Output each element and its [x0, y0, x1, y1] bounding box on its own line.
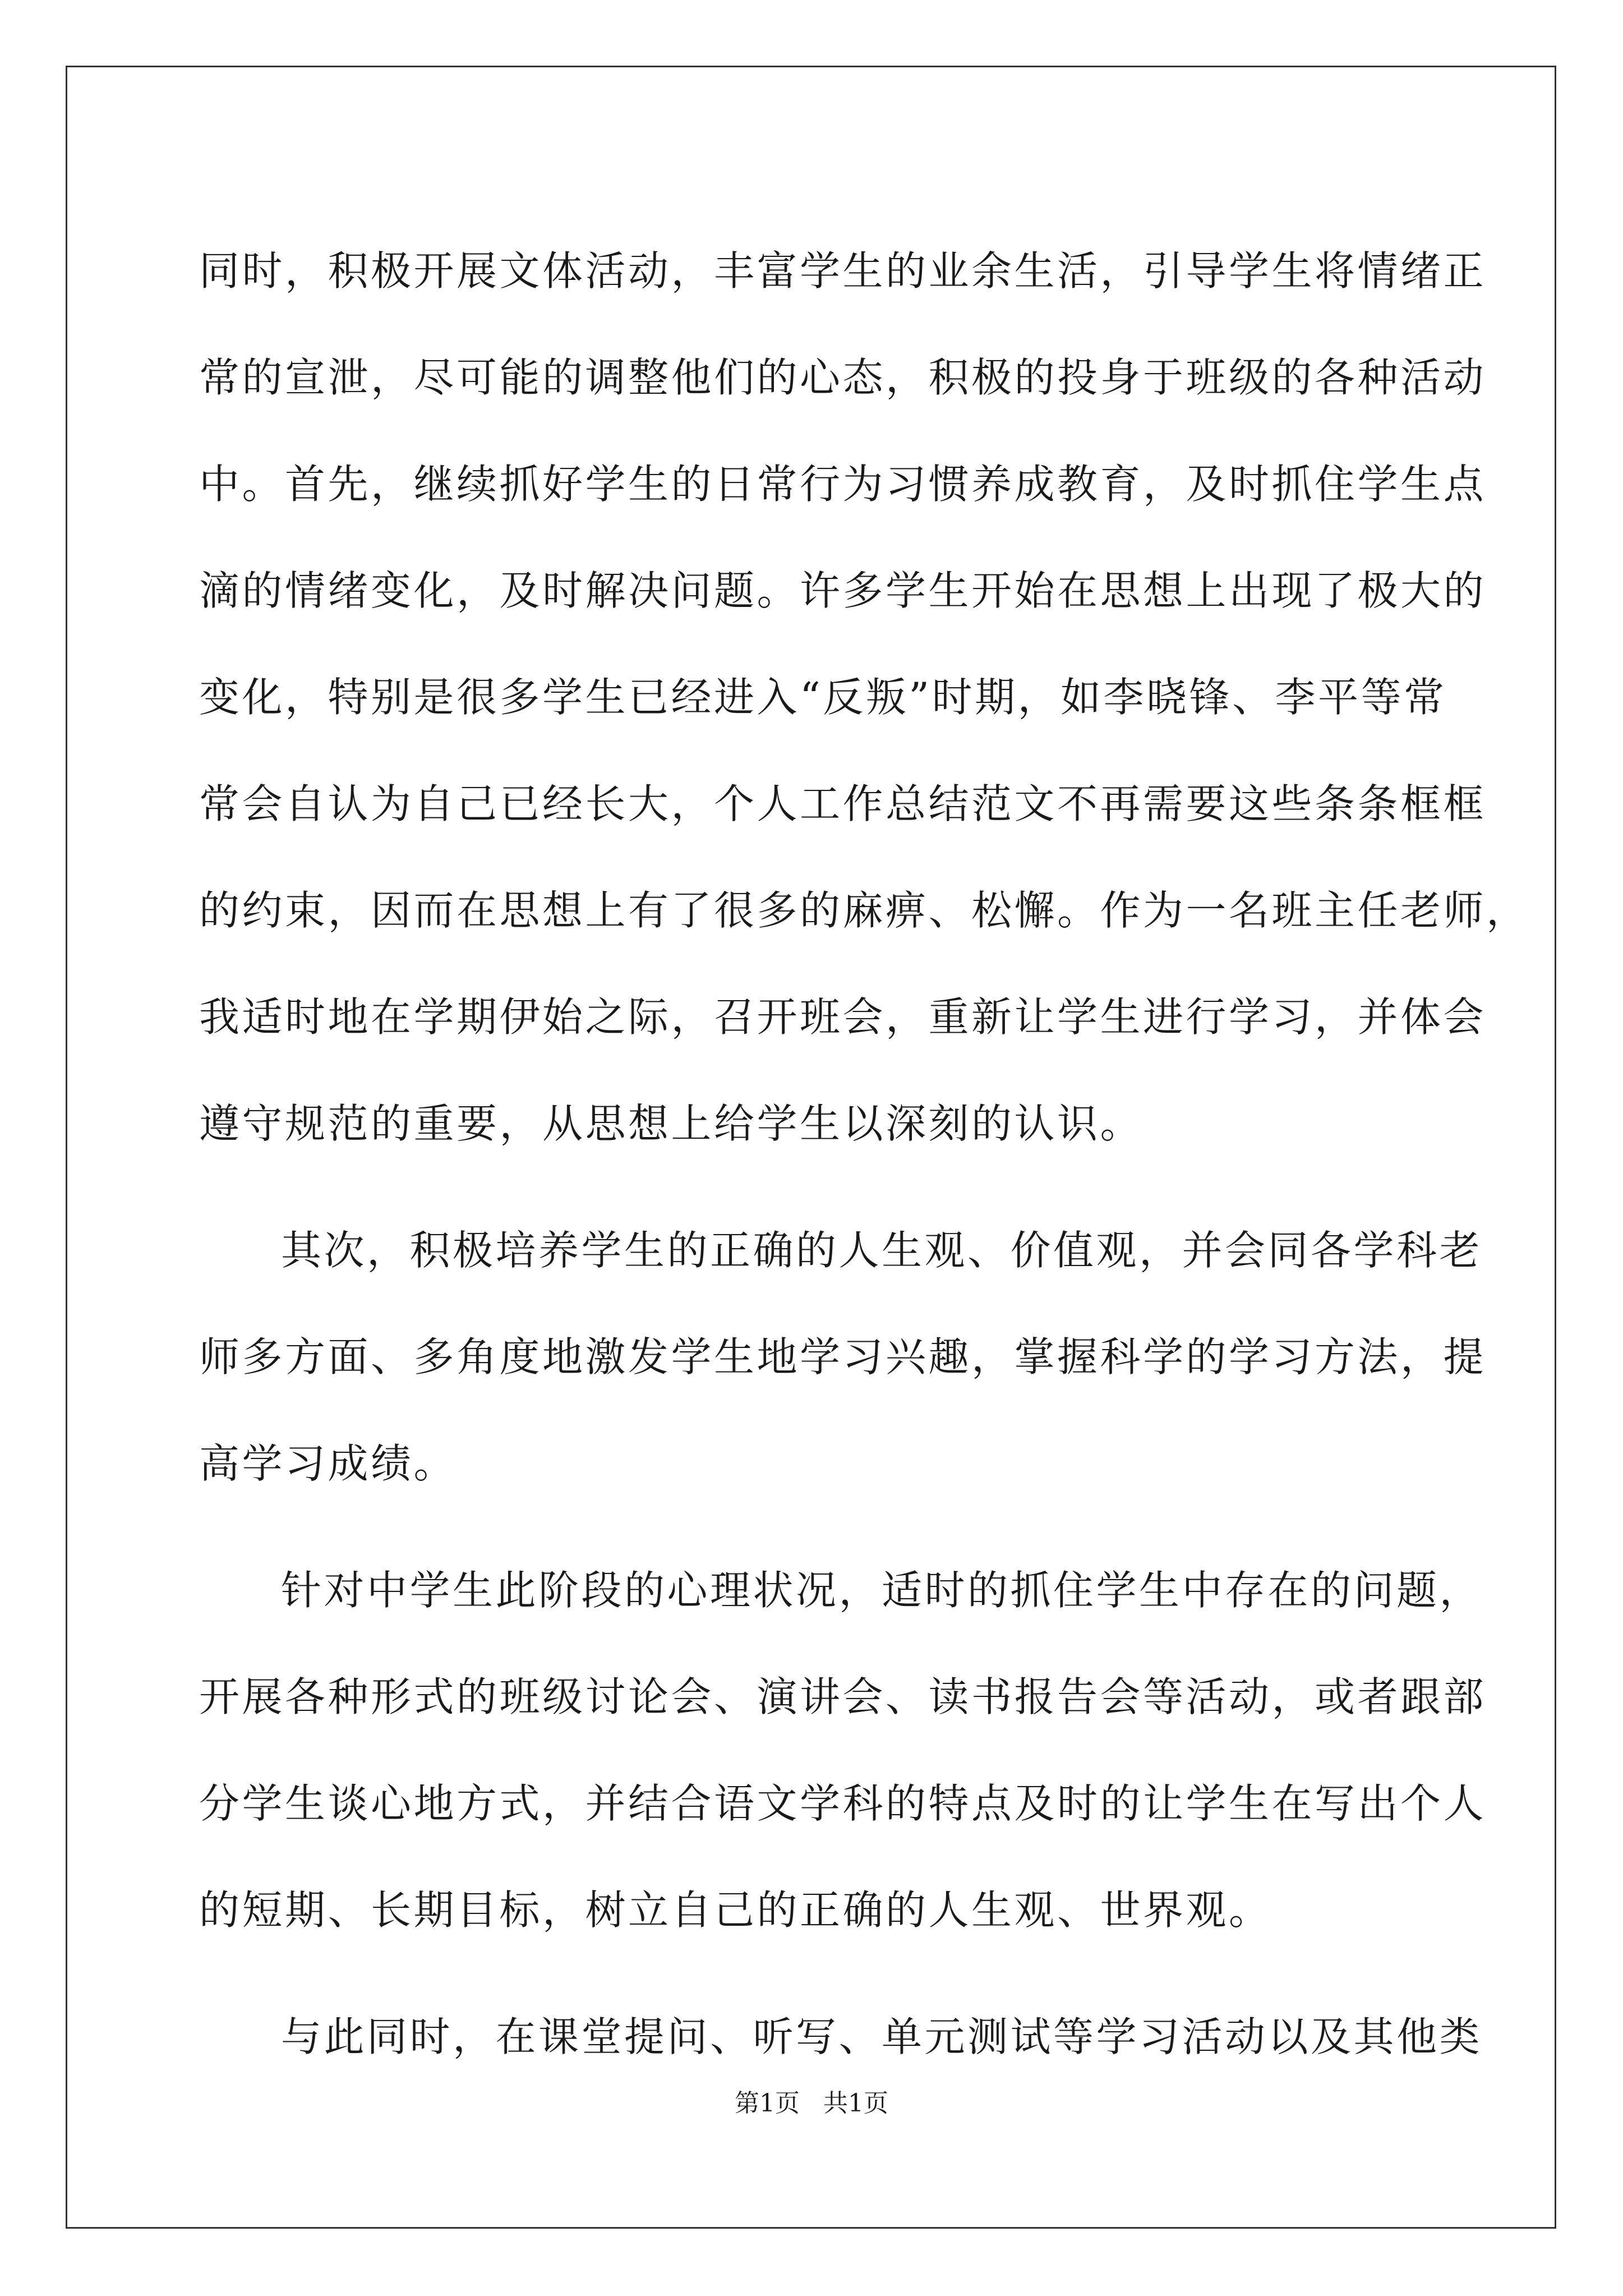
text-line: 师多方面、多角度地激发学生地学习兴趣，掌握科学的学习方法，提 [199, 1333, 1487, 1381]
text-line: 分学生谈心地方式，并结合语文学科的特点及时的让学生在写出个人 [199, 1780, 1487, 1827]
paragraph-gap [199, 1517, 1433, 1537]
text-line: 同时，积极开展文体活动，丰富学生的业余生活，引导学生将情绪正 [199, 247, 1487, 295]
text-line: 遵守规范的重要，从思想上给学生以深刻的认识。 [199, 1100, 1144, 1147]
paragraph-first-line: 针对中学生此阶段的心理状况，适时的抓住学生中存在的问题， [281, 1567, 1483, 1614]
text-line: 开展各种形式的班级讨论会、演讲会、读书报告会等活动，或者跟部 [199, 1673, 1487, 1720]
paragraph-gap [199, 1963, 1433, 1984]
document-body [199, 218, 1529, 2090]
page-footer: 第1页 共1页 [735, 2089, 888, 2118]
text-line: 的短期、长期目标，树立自己的正确的人生观、世界观。 [199, 1887, 1272, 1934]
text-line: 中。首先，继续抓好学生的日常行为习惯养成教育，及时抓住学生点 [199, 461, 1487, 508]
paragraph-first-line: 其次，积极培养学生的正确的人生观、价值观，并会同各学科老 [281, 1227, 1483, 1274]
text-line: 常会自认为自己已经长大，个人工作总结范文不再需要这些条条框框 [199, 780, 1487, 827]
paragraph-gap [199, 1177, 1433, 1197]
text-line: 滴的情绪变化，及时解决问题。许多学生开始在思想上出现了极大的 [199, 567, 1487, 614]
text-line: 我适时地在学期伊始之际，召开班会，重新让学生进行学习，并体会 [199, 993, 1487, 1041]
text-line: 高学习成绩。 [199, 1440, 457, 1487]
text-line: 常的宣泄，尽可能的调整他们的心态，积极的投身于班级的各种活动 [199, 354, 1487, 401]
paragraph-first-line: 与此同时，在课堂提问、听写、单元测试等学习活动以及其他类 [281, 2013, 1483, 2060]
text-line: 变化，特别是很多学生已经进入“反叛”时期，如李晓锋、李平等常 [199, 674, 1447, 721]
text-line: 的约束，因而在思想上有了很多的麻痹、松懈。作为一名班主任老师， [199, 887, 1529, 934]
